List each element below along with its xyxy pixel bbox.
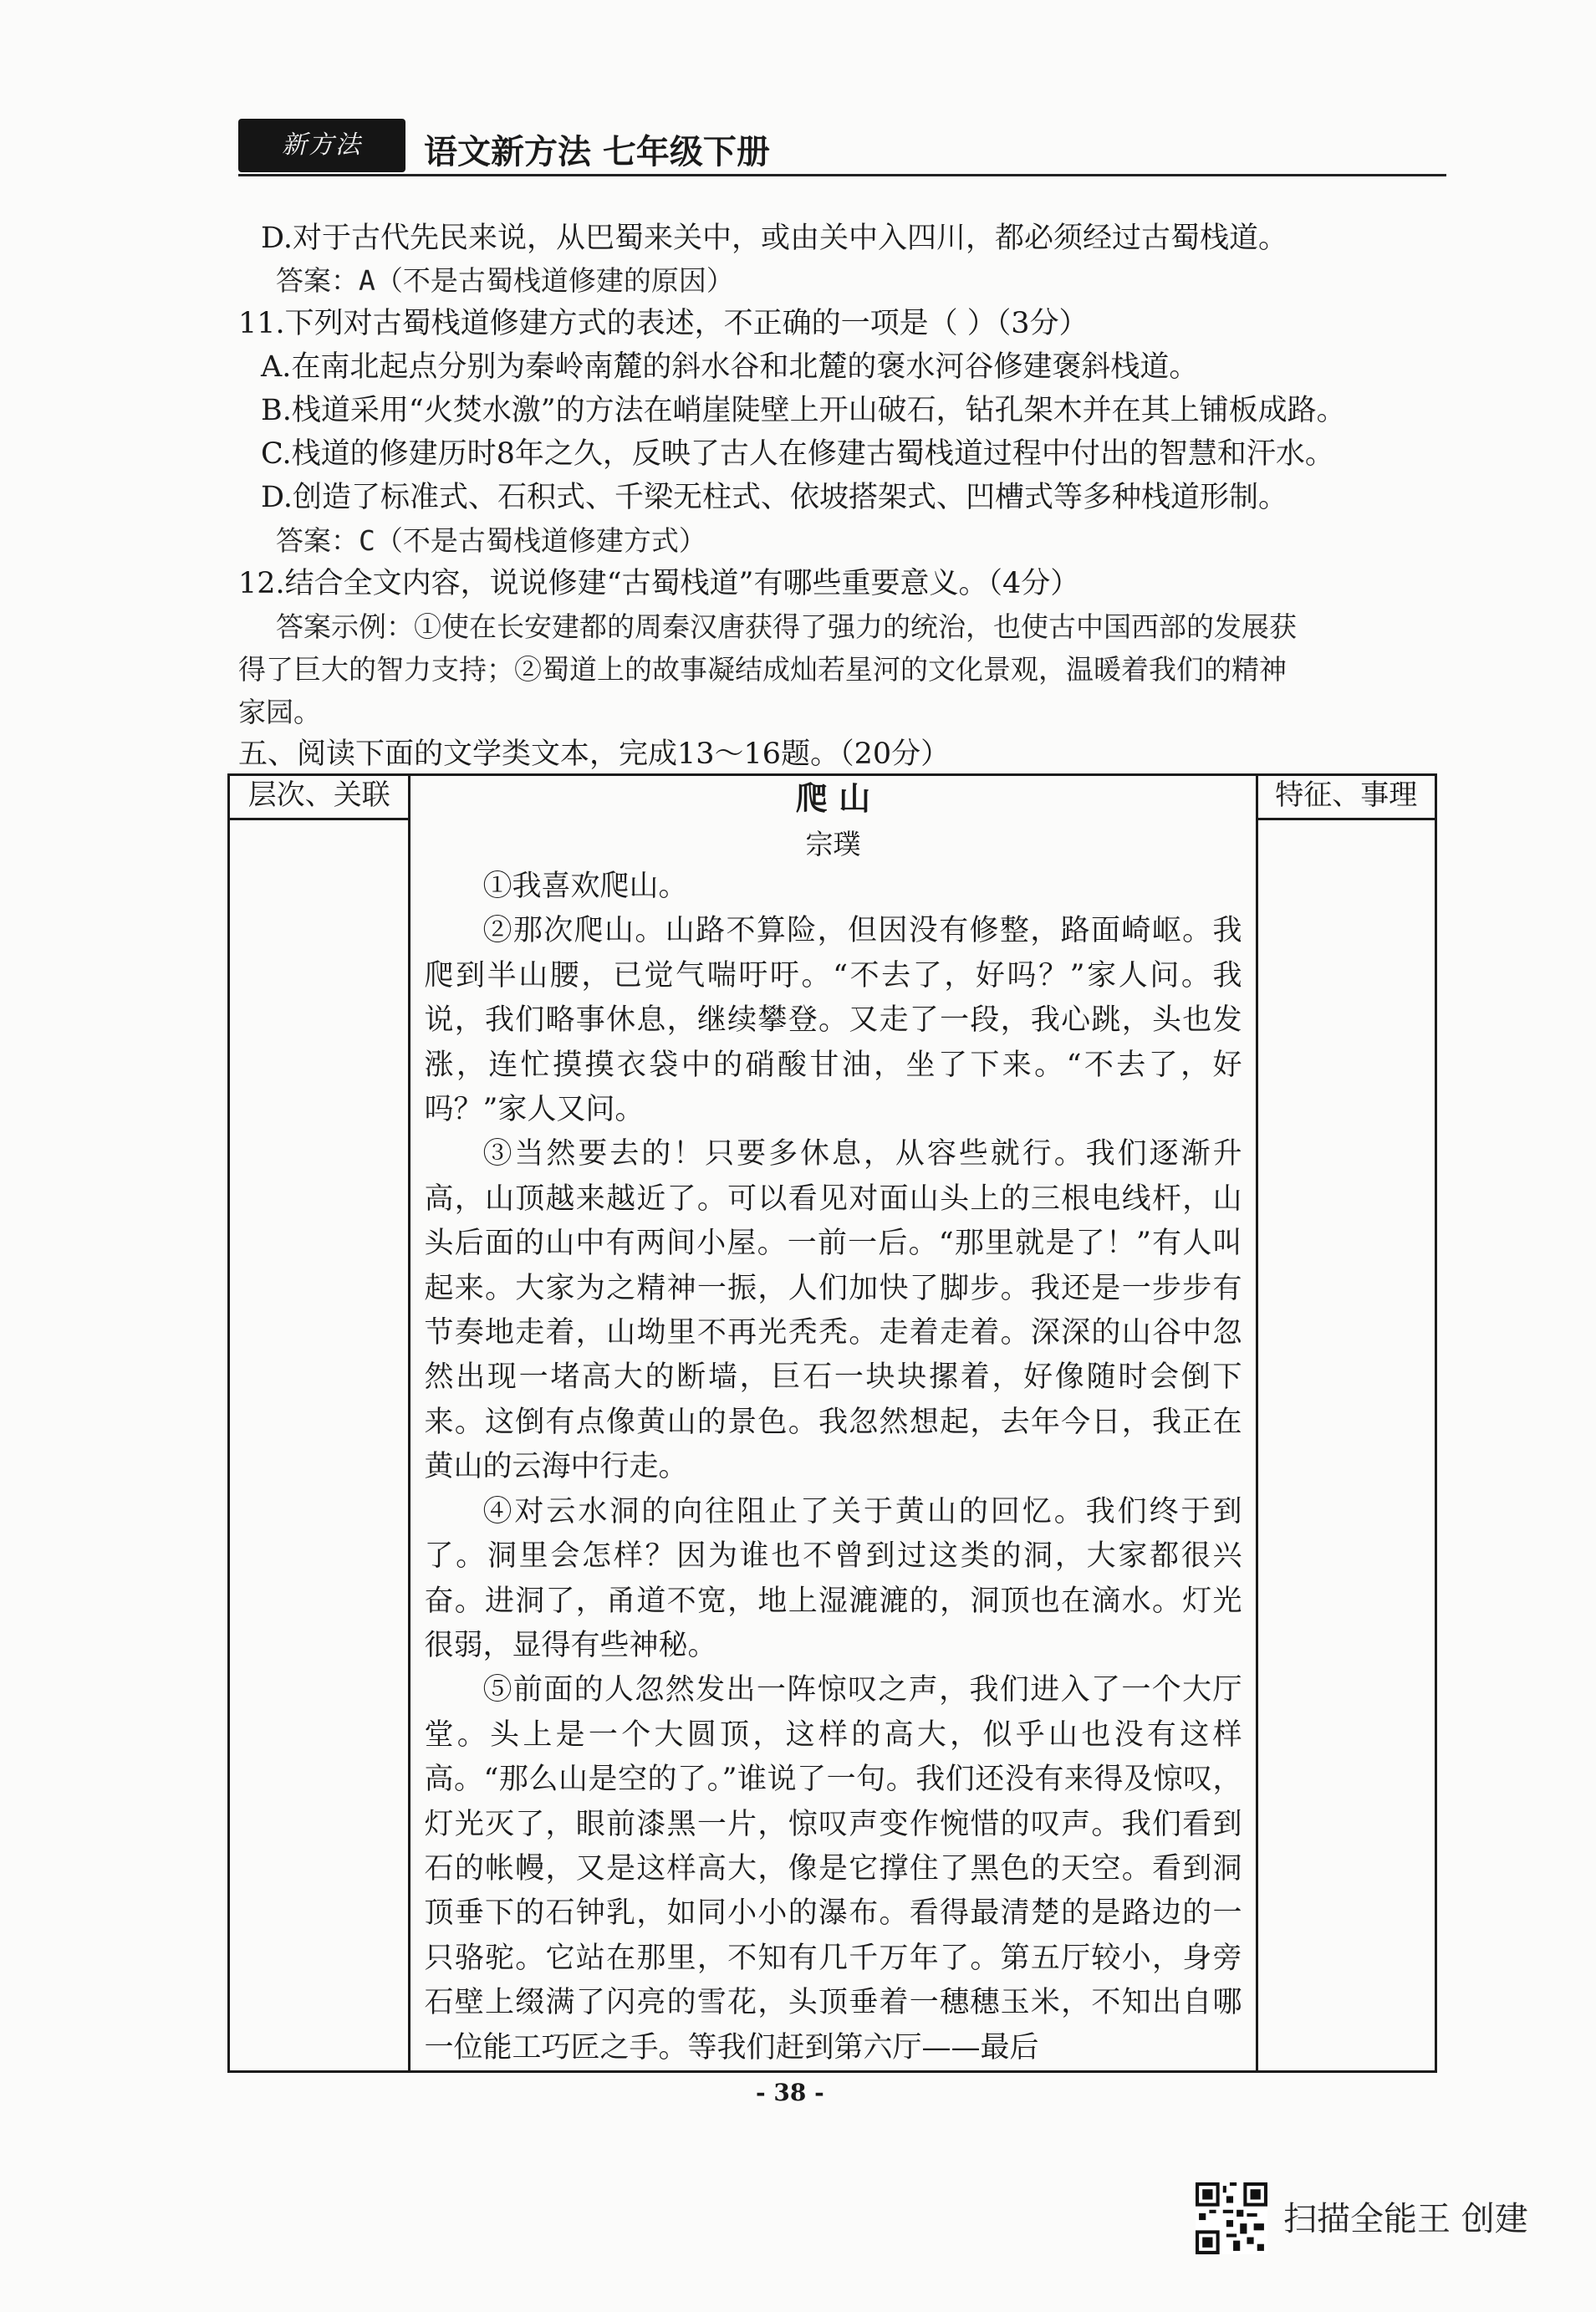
q11-option-a: A.在南北起点分别为秦岭南麓的斜水谷和北麓的褒水河谷修建褒斜栈道。 bbox=[261, 350, 1199, 384]
left-column-header: 层次、关联 bbox=[229, 775, 410, 819]
page-header bbox=[238, 115, 1446, 176]
book-logo bbox=[238, 119, 405, 172]
story-author: 宗璞 bbox=[805, 828, 861, 860]
right-column-header: 特征、事理 bbox=[1257, 775, 1435, 819]
reading-table bbox=[227, 773, 1437, 2073]
header-divider bbox=[238, 174, 1446, 176]
right-notes-cell bbox=[1257, 819, 1435, 2072]
story-paragraph-3: ③当然要去的！只要多休息，从容些就行。我们逐渐升高，山顶越来越近了。可以看见对面山头上的三根电线杆，山头后面的山中有两间小屋。一前一后。“那里就是了！”有人叫起来。大家为之精神一振，人们加快了脚步。我还是一步步有节奏地走着，山坳里不再光秃秃。走着走着。深深的山谷中忽然出现一堵高大的断墙，巨石一块块摞着，好像随时会倒下来。这倒有点像黄山的景色。我忽然想起，去年今日，我正在黄山的云海中行走。 bbox=[424, 1137, 1242, 1484]
q12-stem: 12.结合全文内容，说说修建“古蜀栈道”有哪些重要意义。（4分） bbox=[238, 567, 1080, 600]
story-cell bbox=[410, 775, 1257, 2072]
q12-answer-line-2: 得了巨大的智力支持；②蜀道上的故事凝结成灿若星河的文化景观，温暖着我们的精神 bbox=[238, 653, 1287, 686]
q11-option-b: B.栈道采用“火焚水激”的方法在峭崖陡壁上开山破石，钻孔架木并在其上铺板成路。 bbox=[261, 394, 1346, 427]
scanner-watermark: 扫描全能王 创建 bbox=[1283, 2200, 1528, 2238]
story-paragraph-5: ⑤前面的人忽然发出一阵惊叹之声，我们进入了一个大厅堂。头上是一个大圆顶，这样的高大，似乎山也没有这样高。“那么山是空的了。”谁说了一句。我们还没有来得及惊叹，灯光灭了，眼前漆黑一片，惊叹声变作惋惜的叹声。我们看到石的帐幔，又是这样高大，像是它撑住了黑色的天空。看到洞顶垂下的石钟乳，如同小小的瀑布。看得最清楚的是路边的一只骆驼。它站在那里，不知有几千万年了。第五厅较小，身旁石壁上缀满了闪亮的雪花，头顶垂着一穗穗玉米，不知出自哪一位能工巧匠之手。等我们赶到第六厅——最后 bbox=[424, 1673, 1242, 2064]
q11-answer: 答案：C（不是古蜀栈道修建方式） bbox=[276, 524, 706, 557]
logo-text: 新方法 bbox=[282, 130, 362, 160]
q11-option-c: C.栈道的修建历时8年之久，反映了古人在修建古蜀栈道过程中付出的智慧和汗水。 bbox=[261, 437, 1334, 471]
q10-answer: 答案：A（不是古蜀栈道修建的原因） bbox=[276, 264, 734, 297]
q12-answer-line-3: 家园。 bbox=[238, 696, 321, 728]
book-title: 语文新方法 七年级下册 bbox=[424, 133, 770, 171]
q12-answer-line-1: 答案示例：①使在长安建都的周秦汉唐获得了强力的统治，也使古中国西部的发展获 bbox=[276, 610, 1297, 643]
story-paragraph-2: ②那次爬山。山路不算险，但因没有修整，路面崎岖。我爬到半山腰，已觉气喘吁吁。“不去了，好吗？”家人问。我说，我们略事休息，继续攀登。又走了一段，我心跳，头也发涨，连忙摸摸衣袋中的硝酸甘油，坐了下来。“不去了，好吗？”家人又问。 bbox=[424, 914, 1242, 1127]
q10-option-d: D.对于古代先民来说，从巴蜀来关中，或由关中入四川，都必须经过古蜀栈道。 bbox=[261, 222, 1288, 255]
q11-option-d: D.创造了标准式、石积式、千梁无柱式、依坡搭架式、凹槽式等多种栈道形制。 bbox=[261, 481, 1288, 514]
q11-stem: 11.下列对古蜀栈道修建方式的表述，不正确的一项是（ ）（3分） bbox=[238, 307, 1089, 340]
qr-code-icon bbox=[1196, 2182, 1267, 2254]
story-title: 爬 山 bbox=[795, 780, 871, 817]
left-notes-cell bbox=[229, 819, 410, 2072]
story-paragraph-1: ①我喜欢爬山。 bbox=[482, 870, 688, 903]
page-number: - 38 - bbox=[756, 2079, 824, 2106]
story-paragraph-4: ④对云水洞的向往阻止了关于黄山的回忆。我们终于到了。洞里会怎样？因为谁也不曾到过这类的洞，大家都很兴奋。进洞了，甬道不宽，地上湿漉漉的，洞顶也在滴水。灯光很弱，显得有些神秘。 bbox=[424, 1494, 1242, 1662]
section5-heading: 五、阅读下面的文学类文本，完成13～16题。（20分） bbox=[238, 737, 951, 771]
